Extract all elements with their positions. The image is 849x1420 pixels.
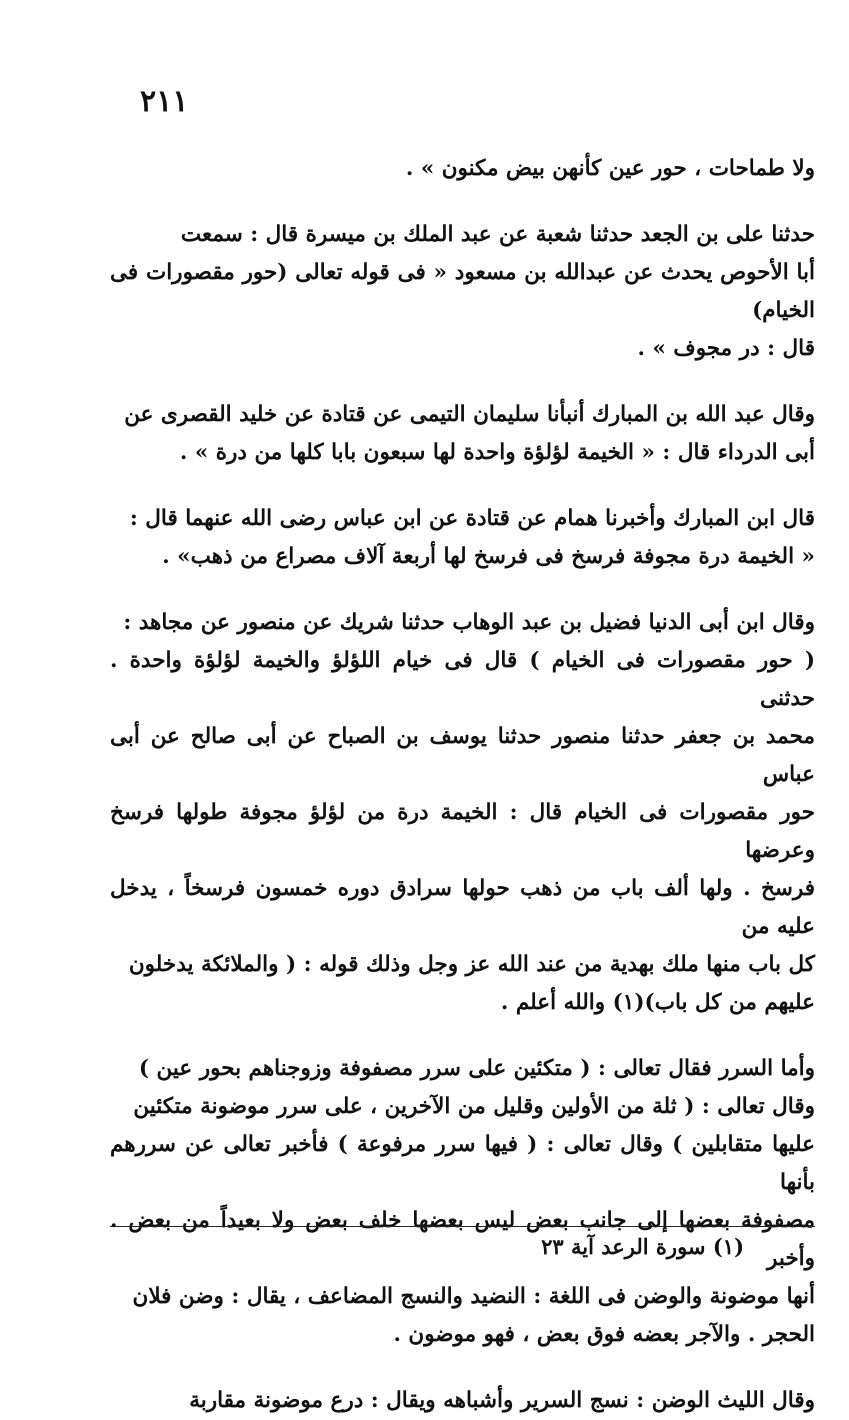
text-line: وأما السرر فقال تعالى : ( متكئين على سرر مصفوفة وزوجناهم بحور عين ) xyxy=(138,1056,815,1081)
page-number: ٢١١ xyxy=(140,84,189,119)
text-line: ولا طماحات ، حور عين كأنهن بيض مكنون » . xyxy=(405,156,815,181)
text-line: الحجر . والآجر بعضه فوق بعض ، فهو موضون . xyxy=(393,1322,815,1347)
text-line: وقال الليث الوضن : نسج السرير وأشباهه ويقال : درع موضونة مقاربة xyxy=(189,1388,815,1413)
paragraph xyxy=(110,1050,815,1354)
text-line: قال : در مجوف » . xyxy=(637,336,815,361)
text-line: فرسخ . ولها ألف باب من ذهب حولها سرادق دوره خمسون فرسخاً ، يدخل عليه من xyxy=(110,876,815,939)
paragraph xyxy=(110,396,815,472)
footnote: (١) سورة الرعد آية ٢٣ xyxy=(541,1234,744,1259)
text-line: وقال تعالى : ( ثلة من الأولين وقليل من الآخرين ، على سرر موضونة متكئين xyxy=(133,1094,815,1119)
body-text xyxy=(110,150,815,1420)
text-line: وقال عبد الله بن المبارك أنبأنا سليمان التيمى عن قتادة عن خليد القصرى عن xyxy=(124,402,815,427)
paragraph xyxy=(110,604,815,1022)
text-line: حدثنا على بن الجعد حدثنا شعبة عن عبد الملك بن ميسرة قال : سمعت xyxy=(180,222,815,247)
paragraph xyxy=(110,500,815,576)
text-line: عليها متقابلين ) وقال تعالى : ( فيها سرر مرفوعة ) فأخبر تعالى عن سررهم بأنها xyxy=(110,1132,815,1195)
text-line: ( حور مقصورات فى الخيام ) قال فى خيام اللؤلؤ والخيمة لؤلؤة واحدة . حدثنى xyxy=(110,648,815,711)
paragraph xyxy=(110,1382,815,1420)
text-line: كل باب منها ملك بهدية من عند الله عز وجل وذلك قوله : ( والملائكة يدخلون xyxy=(128,952,815,977)
text-line: مصفوفة بعضها إلى جانب بعض ليس بعضها خلف بعض ولا بعيداً من بعض . وأخبر xyxy=(110,1208,815,1271)
text-line: حور مقصورات فى الخيام قال : الخيمة درة من لؤلؤ مجوفة طولها فرسخ وعرضها xyxy=(110,800,815,863)
text-line: أنها موضونة والوضن فى اللغة : النضيد والنسج المضاعف ، يقال : وضن فلان xyxy=(132,1284,815,1309)
text-line: قال ابن المبارك وأخبرنا همام عن قتادة عن ابن عباس رضى الله عنهما قال : xyxy=(129,506,815,531)
text-line: « الخيمة درة مجوفة فرسخ فى فرسخ لها أربعة آلاف مصراع من ذهب» . xyxy=(162,544,815,569)
text-line: عليهم من كل باب)(١) والله أعلم . xyxy=(500,990,815,1015)
text-line: وقال ابن أبى الدنيا فضيل بن عبد الوهاب حدثنا شريك عن منصور عن مجاهد : xyxy=(123,610,815,635)
text-line: أبى الدرداء قال : « الخيمة لؤلؤة واحدة لها سبعون بابا كلها من درة » . xyxy=(179,440,815,465)
paragraph xyxy=(110,150,815,188)
footnote-divider xyxy=(110,1226,815,1227)
text-line: محمد بن جعفر حدثنا منصور حدثنا يوسف بن الصباح عن أبى صالح عن أبى عباس xyxy=(110,724,815,787)
text-line: أبا الأحوص يحدث عن عبدالله بن مسعود « فى قوله تعالى (حور مقصورات فى الخيام) xyxy=(110,260,815,323)
paragraph xyxy=(110,216,815,368)
